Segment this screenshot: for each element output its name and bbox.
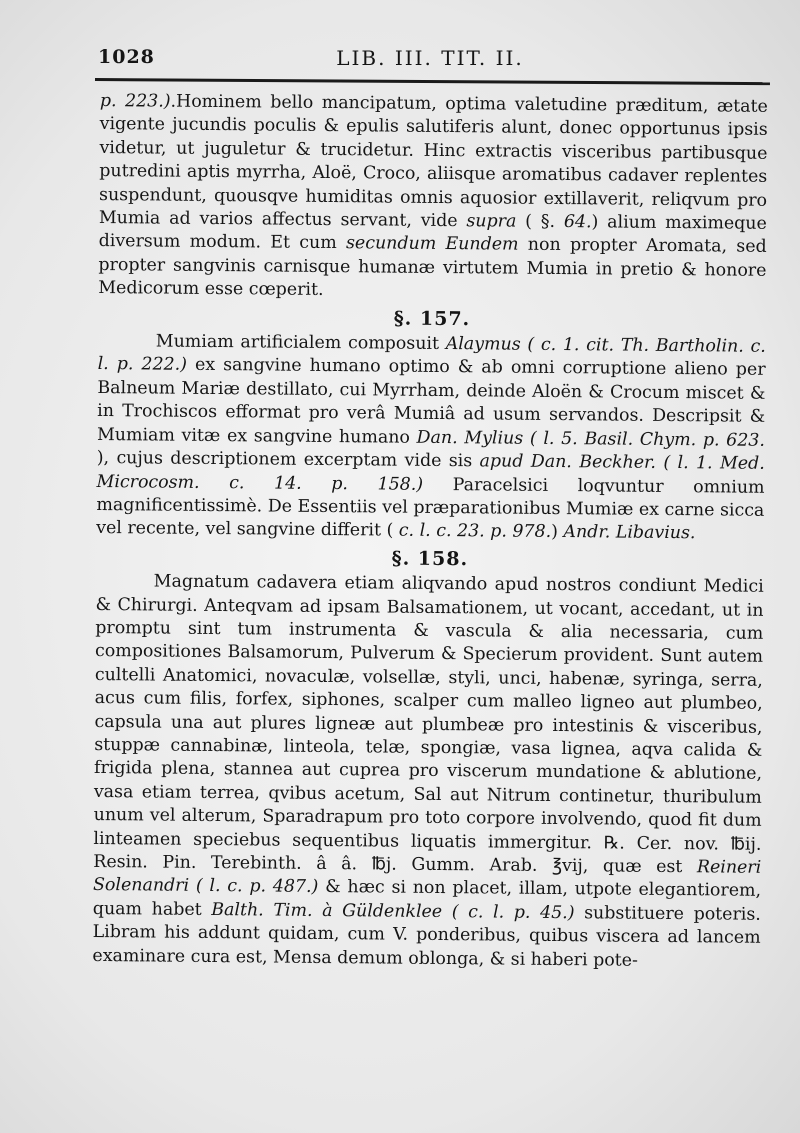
page-header — [95, 40, 765, 80]
citation: p. 223.) — [99, 90, 171, 112]
citation: supra — [466, 211, 517, 232]
section-heading-158: §. 158. — [391, 547, 469, 570]
citation: 64. — [563, 212, 592, 233]
citation: Alaymus ( c. 1. cit. Th. Bartholin. c. l. p. 222.) — [97, 334, 766, 376]
citation: apud Dan. Beckher. ( l. 1. Med. Microcosm. c. 14. p. 158.) — [96, 451, 765, 495]
page-number: 1028 — [98, 46, 155, 68]
citation: Andr. Libavius. — [563, 522, 696, 544]
running-head: LIB. III. TIT. II. — [336, 46, 524, 70]
citation: Dan. Mylius ( l. 5. Basil. Chym. p. 623. — [416, 427, 766, 451]
paragraph-continuation: p. 223.).Hominem bello mancipatum, optima valetudine præditum, ætate vigente jucundis poculis & epulis salutiferis alunt, donec opportunus ipsis videtur, ut juguletur & trucidetur. Hinc extractis visceribus partibusque putredini aptis myrrha, Aloë, Croco, aliisque aromatibus cadaver replentes suspendunt, quousqve humiditas omnis aquosior extillaverit, reliqvum pro Mumia ad varios affectus servant, vide supra ( §. 64.) alium maximeque diversum modum. Et cum secundum Eundem non propter Aromata, sed propter sangvinis carnisque humanæ virtutem Mumia in pretio & honore Medicorum esse cœperit. — [98, 90, 768, 301]
citation: Reineri Solenandri ( l. c. p. 487.) — [92, 857, 762, 898]
main-text — [92, 90, 768, 974]
paragraph-158: Magnatum cadavera etiam aliqvando apud nostros condiunt Medici & Chirurgi. Anteqvam ad ipsam Balsamationem, ut vocant, accedant, ut in promptu sint tum instrumenta & vascula & alia necessaria, cum compositiones Balsamorum, Pulverum & Specierum provident. Sunt autem cultelli Anatomici, novaculæ, volsellæ, styli, unci, habenæ, syringa, serra, acus cum filis, forfex, siphones, scalper cum malleo ligneo aut plumbeo, capsula una aut plures ligneæ aut plumbeæ pro intestinis & visceribus, stuppæ cannabinæ, linteola, telæ, spongiæ, vasa lignea, aqva calida & frigida plena, stannea aut cuprea pro viscerum mundatione & ablutione, vasa etiam terrea, qvibus acetum, Sal aut Nitrum continetur, thuribulum unum vel alterum, Sparadrapum pro toto corpore involvendo, quod fit dum linteamen speciebus sequentibus liquatis immergitur. ℞. Cer. nov. ℔ij. Resin. Pin. Terebinth. â â. ℔j. Gumm. Arab. ℥vij, quæ est Reineri Solenandri ( l. c. p. 487.) & hæc si non placet, illam, utpote elegantiorem, quam habet Balth. Tim. à Güldenklee ( c. l. p. 45.) substituere poteris. Libram his addunt quidam, cum V. ponderibus, quibus viscera ad lancem examinare cura est, Mensa demum oblonga, & si haberi pote- — [92, 571, 764, 971]
citation: secundum Eundem — [345, 233, 519, 256]
citation: Balth. Tim. à Güldenklee ( c. l. p. 45.) — [211, 899, 575, 923]
citation: c. l. c. 23. p. 978. — [398, 520, 552, 543]
section-heading-157: §. 157. — [393, 307, 471, 330]
paragraph-157: Mumiam artificialem composuit Alaymus ( c. 1. cit. Th. Bartholin. c. l. p. 222.) ex sangvine humano optimo & ab omni corruptione alieno per Balneum Mariæ destillato, cui Myrrham, deinde Aloën & Crocum miscet & in Trochiscos efformat pro verâ Mumiâ ad usum servandos. Descripsit & Mumiam vitæ ex sangvine humano Dan. Mylius ( l. 5. Basil. Chym. p. 623. ), cujus descriptionem excerptam vide sis apud Dan. Beckher. ( l. 1. Med. Microcosm. c. 14. p. 158.) Paracelsici loqvuntur omnium magnificentissimè. De Essentiis vel præparationibus Mumiæ ex carne sicca vel recente, vel sangvine differit ( c. l. c. 23. p. 978.) Andr. Libavius. — [96, 331, 766, 544]
